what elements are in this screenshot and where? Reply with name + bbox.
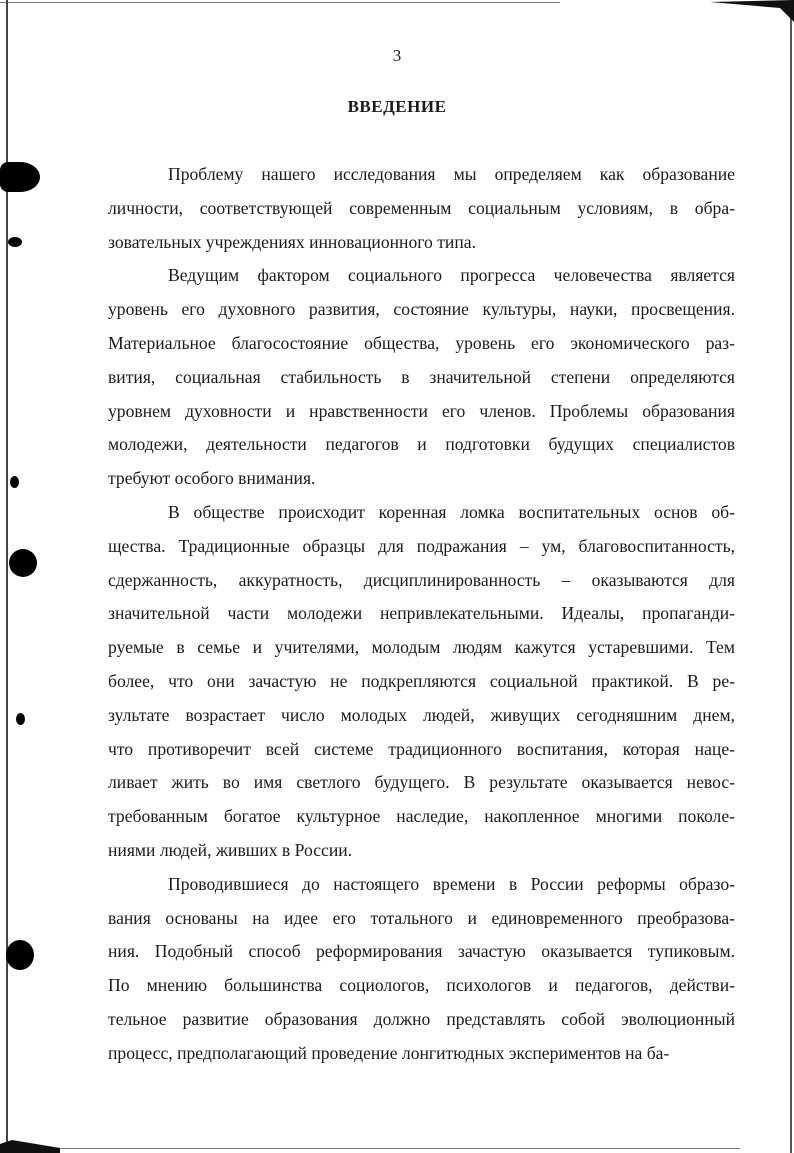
scan-corner-mark-bottom <box>0 1134 60 1153</box>
text-line: значительной части молодежи непривлекательными. Идеалы, пропаганди- <box>108 603 735 624</box>
binder-mark <box>0 162 40 192</box>
scan-edge-top <box>0 2 560 3</box>
text-line: вания основаны на идее его тотального и единовременного преобразова- <box>108 907 735 928</box>
text-line: процесс, предполагающий проведение лонгитюдных экспериментов на ба- <box>108 1042 670 1063</box>
scan-edge-right <box>790 0 792 1153</box>
paragraph <box>108 496 735 868</box>
text-line: руемые в семье и учителями, молодым людям кажутся устаревшими. Тем <box>108 637 735 658</box>
punch-hole <box>9 549 37 577</box>
text-line: щества. Традиционные образцы для подражания – ум, благовоспитанность, <box>108 535 735 556</box>
text-line: вития, социальная стабильность в значительной степени определяются <box>108 366 735 387</box>
paragraph <box>108 158 735 259</box>
text-line: тельное развитие образования должно представлять собой эволюционный <box>108 1008 735 1029</box>
text-line: требованным богатое культурное наследие, накопленное многими поколе- <box>108 806 735 827</box>
binder-mark <box>8 237 22 247</box>
text-line: требуют особого внимания. <box>108 468 316 489</box>
text-line: По мнению большинства социологов, психологов и педагогов, действи- <box>108 975 735 996</box>
text-line: ливает жить во имя светлого будущего. В результате оказывается невос- <box>108 772 735 793</box>
page-title: ВВЕДЕНИЕ <box>347 97 447 116</box>
text-line: личности, соответствующей современным социальным условиям, в обра- <box>108 197 735 218</box>
page-number: 3 <box>392 46 402 65</box>
text-line: молодежи, деятельности педагогов и подготовки будущих специалистов <box>108 434 735 455</box>
scan-corner-mark <box>710 0 794 22</box>
text-line: зультате возрастает число молодых людей, живущих сегодняшним днем, <box>108 704 735 725</box>
text-line: Ведущим фактором социального прогресса человечества является <box>168 265 735 286</box>
text-line: ния. Подобный способ реформирования зачастую оказывается тупиковым. <box>108 941 735 962</box>
text-line: В обществе происходит коренная ломка воспитательных основ об- <box>168 501 735 522</box>
text-line: более, что они зачастую не подкрепляются социальной практикой. В ре- <box>108 670 735 691</box>
text-line: Проводившиеся до настоящего времени в России реформы образо- <box>168 873 735 894</box>
scan-edge-bottom <box>40 1148 740 1149</box>
text-line: сдержанность, аккуратность, дисциплинированность – оказываются для <box>108 569 735 590</box>
paragraph <box>108 868 735 1071</box>
paragraph <box>108 259 735 496</box>
text-line: уровнем духовности и нравственности его членов. Проблемы образования <box>108 400 735 421</box>
text-line: что противоречит всей системе традиционного воспитания, которая наце- <box>108 738 735 759</box>
punch-hole <box>6 940 34 970</box>
text-line: зовательных учреждениях инновационного типа. <box>108 231 476 252</box>
text-line: уровень его духовного развития, состояние культуры, науки, просвещения. <box>108 299 735 320</box>
text-line: Проблему нашего исследования мы определяем как образование <box>168 164 735 184</box>
document-body <box>108 158 735 1071</box>
text-line: ниями людей, живших в России. <box>108 839 353 860</box>
binder-mark <box>10 476 19 488</box>
binder-mark <box>16 713 25 725</box>
text-line: Материальное благосостояние общества, уровень его экономического раз- <box>108 332 735 353</box>
